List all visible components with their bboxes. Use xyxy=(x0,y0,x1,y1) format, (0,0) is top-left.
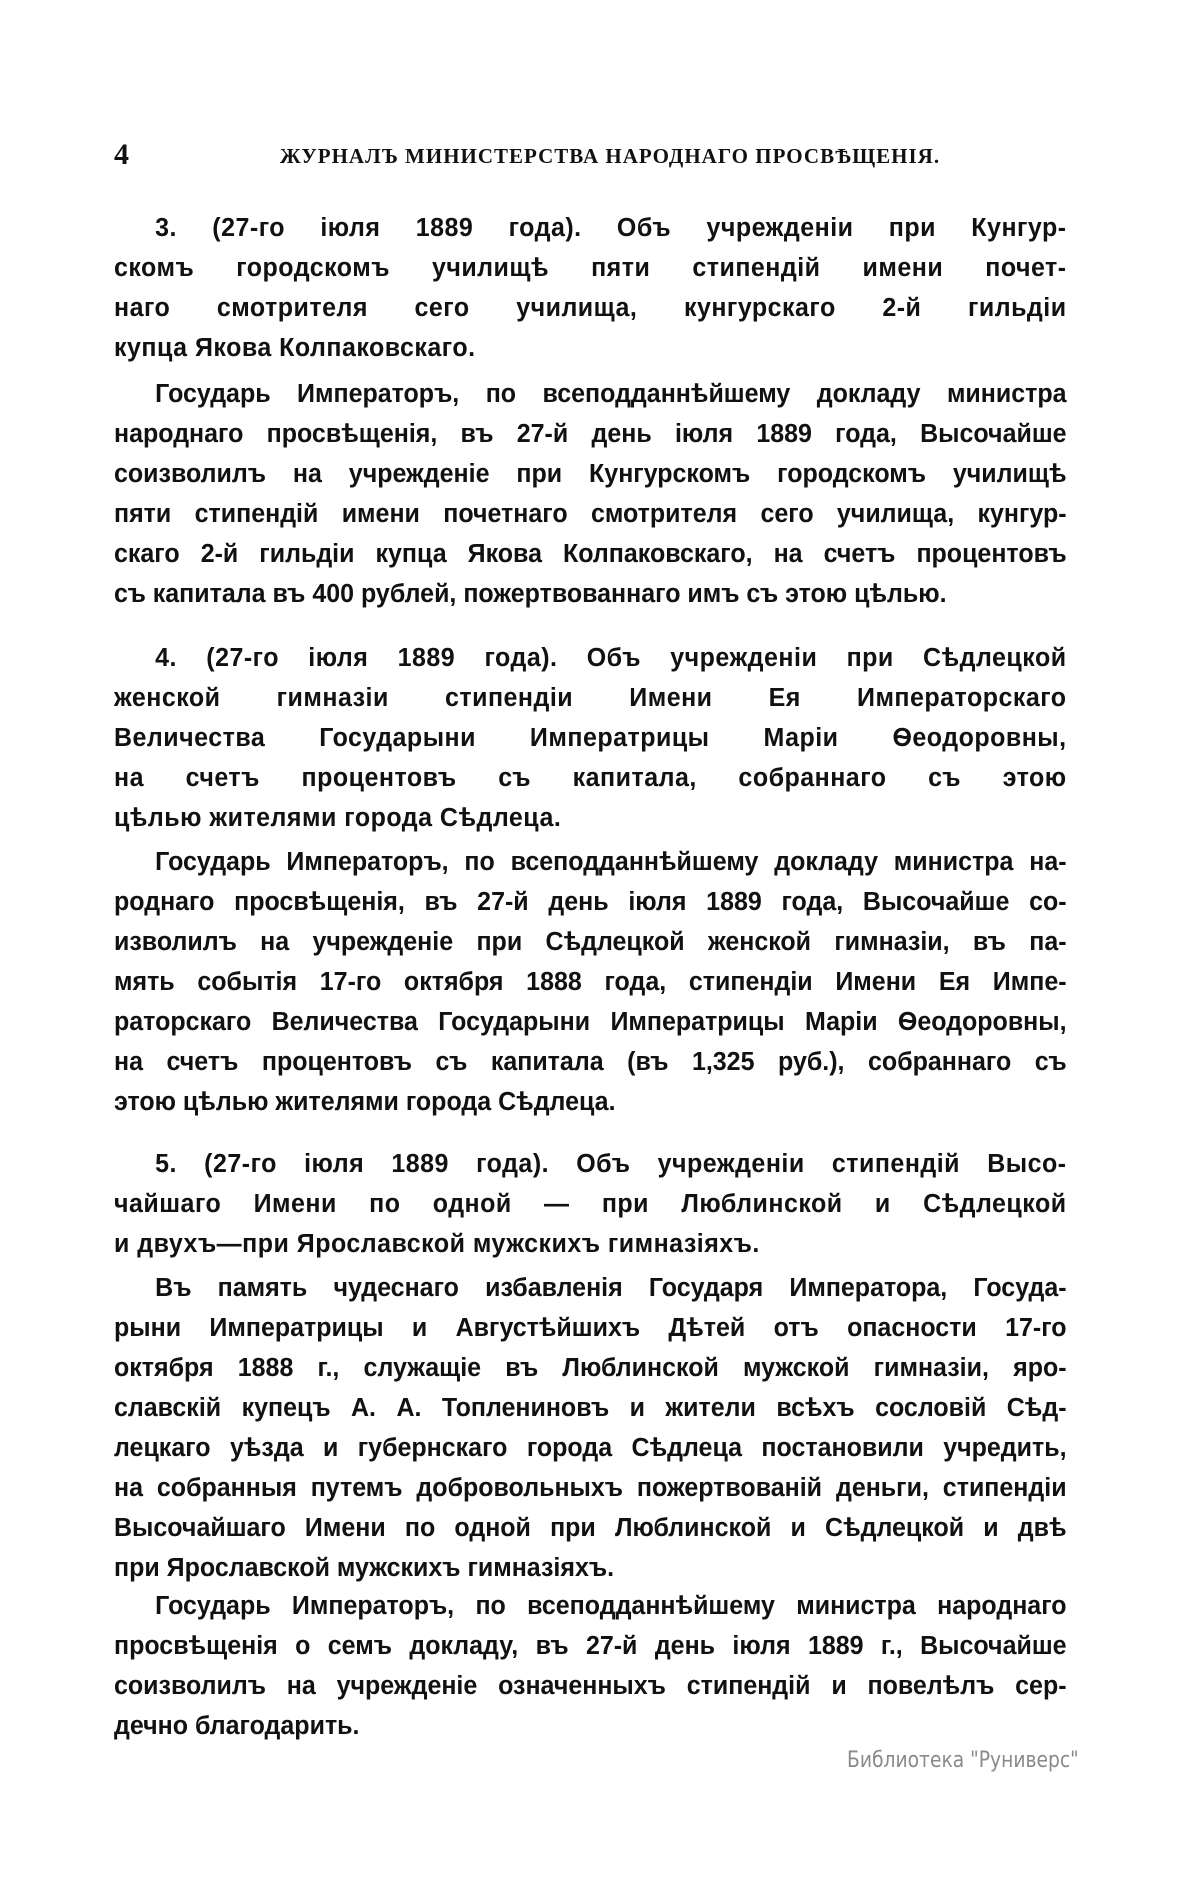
section-heading xyxy=(114,1144,1086,1264)
text-line: съ капитала въ 400 рублей, пожертвованнаго имъ съ этою цѣлью. xyxy=(114,580,947,608)
text-line: октября 1888 г., служащіе въ Люблинской мужской гимназіи, яро- xyxy=(114,1354,1067,1382)
text-line: 4. (27-го іюля 1889 года). Объ учрежденіи при Сѣдлецкой xyxy=(155,644,1067,672)
text-line: соизволилъ на учрежденіе означенныхъ стипендій и повелѣлъ сер- xyxy=(114,1672,1067,1700)
text-line: Высочайшаго Имени по одной при Люблинской и Сѣдлецкой и двѣ xyxy=(114,1514,1067,1542)
text-line: при Ярославской мужскихъ гимназіяхъ. xyxy=(114,1554,615,1582)
text-line: скомъ городскомъ училищѣ пяти стипендій имени почет- xyxy=(114,254,1067,282)
text-line: дечно благодарить. xyxy=(114,1712,360,1740)
text-line: мять событія 17-го октября 1888 года, стипендіи Имени Ея Импе- xyxy=(114,968,1067,996)
text-line: цѣлью жителями города Сѣдлеца. xyxy=(114,804,562,832)
text-line: на счетъ процентовъ съ капитала, собраннаго съ этою xyxy=(114,764,1067,792)
text-line: народнаго просвѣщенія, въ 27-й день іюля 1889 года, Высочайше xyxy=(114,420,1067,448)
text-line: и двухъ—при Ярославской мужскихъ гимназіяхъ. xyxy=(114,1230,760,1258)
text-line: рыни Императрицы и Августѣйшихъ Дѣтей отъ опасности 17-го xyxy=(114,1314,1067,1342)
text-line: просвѣщенія о семъ докладу, въ 27-й день іюля 1889 г., Высочайше xyxy=(114,1632,1067,1660)
section-paragraph xyxy=(114,842,1086,1122)
text-line: лецкаго уѣзда и губернскаго города Сѣдлеца постановили учредить, xyxy=(114,1434,1067,1462)
text-line: Государь Императоръ, по всеподданнѣйшему министра народнаго xyxy=(155,1592,1067,1620)
section-paragraph xyxy=(114,1268,1086,1588)
text-line: этою цѣлью жителями города Сѣдлеца. xyxy=(114,1088,616,1116)
text-line: 3. (27-го іюля 1889 года). Объ учрежденіи при Кунгур- xyxy=(155,214,1067,242)
text-line: Государь Императоръ, по всеподданнѣйшему докладу министра на- xyxy=(155,848,1067,876)
section-paragraph xyxy=(114,374,1086,614)
page-number: 4 xyxy=(114,138,129,171)
text-line: роднаго просвѣщенія, въ 27-й день іюля 1889 года, Высочайше со- xyxy=(114,888,1067,916)
library-watermark: Библиотека "Руниверс" xyxy=(847,1748,1079,1773)
section-heading xyxy=(114,208,1086,368)
text-line: раторскаго Величества Государыни Императрицы Маріи Ѳеодоровны, xyxy=(114,1008,1067,1036)
text-line: на собранныя путемъ добровольныхъ пожертвованій деньги, стипендіи xyxy=(114,1474,1067,1502)
section-heading xyxy=(114,638,1086,838)
text-line: купца Якова Колпаковскаго. xyxy=(114,334,476,362)
text-line: скаго 2-й гильдіи купца Якова Колпаковскаго, на счетъ процентовъ xyxy=(114,540,1067,568)
text-line: пяти стипендій имени почетнаго смотрителя сего училища, кунгур- xyxy=(114,500,1067,528)
text-line: соизволилъ на учрежденіе при Кунгурскомъ городскомъ училищѣ xyxy=(114,460,1067,488)
text-line: 5. (27-го іюля 1889 года). Объ учрежденіи стипендій Высо- xyxy=(155,1150,1067,1178)
text-line: чайшаго Имени по одной — при Люблинской и Сѣдлецкой xyxy=(114,1190,1067,1218)
section-paragraph xyxy=(114,1586,1086,1746)
journal-title: ЖУРНАЛЪ МИНИСТЕРСТВА НАРОДНАГО ПРОСВѢЩЕНІЯ. xyxy=(279,144,941,168)
text-line: Государь Императоръ, по всеподданнѣйшему докладу министра xyxy=(155,380,1067,408)
text-line: изволилъ на учрежденіе при Сѣдлецкой женской гимназіи, въ па- xyxy=(114,928,1067,956)
text-line: наго смотрителя сего училища, кунгурскаго 2-й гильдіи xyxy=(114,294,1067,322)
text-line: на счетъ процентовъ съ капитала (въ 1,325 руб.), собраннаго съ xyxy=(114,1048,1067,1076)
text-line: Въ память чудеснаго избавленія Государя Императора, Госуда- xyxy=(155,1274,1067,1302)
text-line: славскій купецъ А. А. Топлениновъ и жители всѣхъ сословій Сѣд- xyxy=(114,1394,1067,1422)
running-header xyxy=(114,138,1086,178)
text-line: женской гимназіи стипендіи Имени Ея Императорскаго xyxy=(114,684,1067,712)
text-line: Величества Государыни Императрицы Маріи Ѳеодоровны, xyxy=(114,724,1067,752)
